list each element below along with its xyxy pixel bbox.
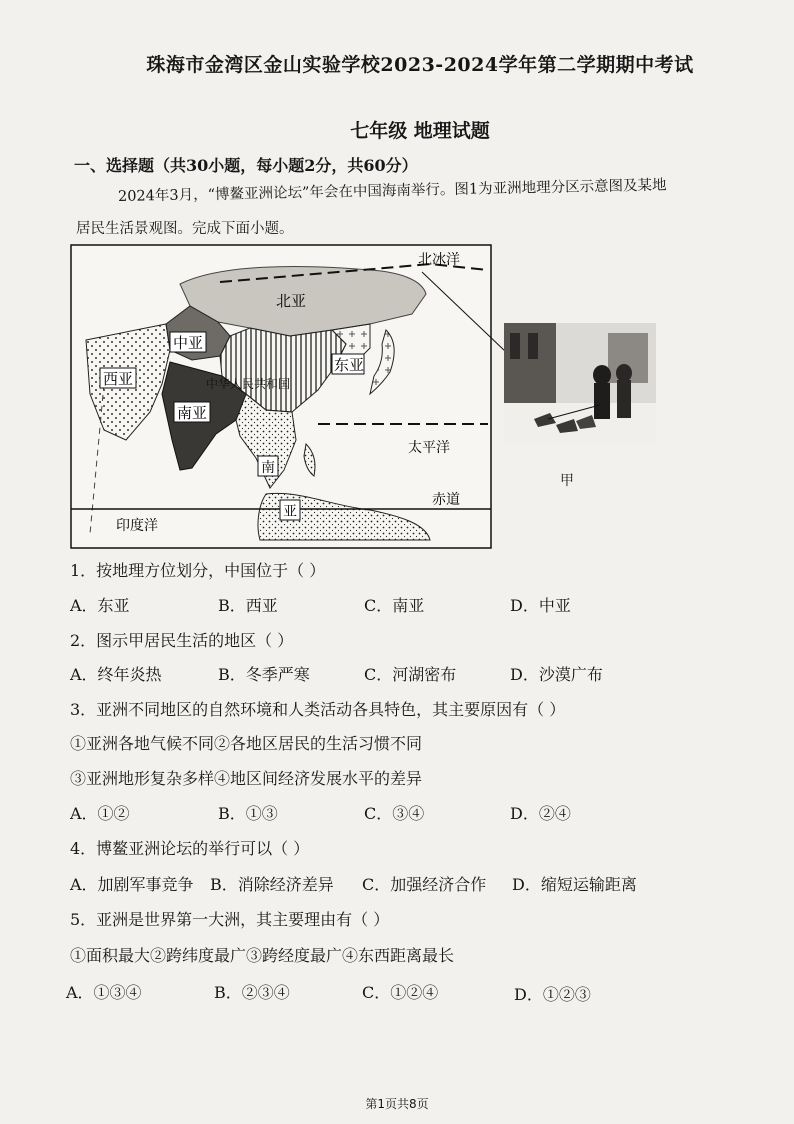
intro-line-2: 居民生活景观图。完成下面小题。 <box>76 221 294 237</box>
question-2-option-a[interactable]: A．终年炎热 <box>70 665 162 684</box>
question-3-option-c[interactable]: C．③④ <box>364 804 425 823</box>
question-3-option-d[interactable]: D．②④ <box>510 804 571 823</box>
question-1-option-b[interactable]: B．西亚 <box>218 596 278 615</box>
question-5-option-c[interactable]: C．①②④ <box>362 983 439 1002</box>
question-1-option-a[interactable]: A．东亚 <box>70 596 130 615</box>
label-pacific-ocean: 太平洋 <box>408 440 450 456</box>
question-4-option-b[interactable]: B．消除经济差异 <box>210 875 334 894</box>
question-3-option-b[interactable]: B．①③ <box>218 804 278 823</box>
section-heading: 一、选择题（共30小题，每小题2分，共60分） <box>74 156 418 175</box>
exam-title: 珠海市金湾区金山实验学校2023-2024学年第二学期期中考试 <box>146 54 694 76</box>
question-5-option-b[interactable]: B．②③④ <box>214 983 290 1002</box>
label-central-asia: 中亚 <box>173 334 204 352</box>
photo-label-jia: 甲 <box>560 473 574 489</box>
question-5-option-d[interactable]: D．①②③ <box>514 985 591 1004</box>
question-3-item-line-1: ①亚洲各地气候不同②各地区居民的生活习惯不同 <box>70 734 423 753</box>
question-1-option-d[interactable]: D．中亚 <box>510 596 571 615</box>
callout-line <box>420 270 510 360</box>
label-china: 中华人民共和国 <box>206 377 291 391</box>
label-east-asia: 东亚 <box>334 356 365 374</box>
label-west-asia: 西亚 <box>103 370 134 388</box>
label-southeast-asia-nan: 南 <box>261 460 275 476</box>
label-north-asia: 北亚 <box>276 292 307 310</box>
question-4-option-d[interactable]: D．缩短运输距离 <box>512 875 637 894</box>
winter-life-photo <box>504 323 656 445</box>
label-southeast-asia-ya: 亚 <box>283 504 297 520</box>
question-2-option-c[interactable]: C．河湖密布 <box>364 665 457 684</box>
page-footer: 第1页共8页 <box>365 1097 429 1111</box>
label-south-asia: 南亚 <box>177 404 208 422</box>
question-5-item-line-1: ①面积最大②跨纬度最广③跨经度最广④东西距离最长 <box>70 946 455 965</box>
question-4-option-a[interactable]: A．加剧军事竞争 <box>70 875 194 894</box>
question-3-stem: 3．亚洲不同地区的自然环境和人类活动各具特色，其主要原因有（ ） <box>70 700 566 719</box>
question-3-item-line-2: ③亚洲地形复杂多样④地区间经济发展水平的差异 <box>70 769 423 788</box>
question-5-stem: 5．亚洲是世界第一大洲，其主要理由有（ ） <box>70 910 390 929</box>
question-2-stem: 2．图示甲居民生活的地区（ ） <box>70 631 294 650</box>
exam-subtitle: 七年级 地理试题 <box>350 120 490 142</box>
label-indian-ocean: 印度洋 <box>116 518 158 534</box>
question-2-option-d[interactable]: D．沙漠广布 <box>510 665 603 684</box>
question-1-option-c[interactable]: C．南亚 <box>364 596 425 615</box>
label-equator: 赤道 <box>432 492 460 508</box>
question-2-option-b[interactable]: B．冬季严寒 <box>218 665 310 684</box>
question-1-stem: 1．按地理方位划分，中国位于（ ） <box>70 561 326 580</box>
intro-line-1: 2024年3月，“博鳌亚洲论坛”年会在中国海南举行。图1为亚洲地理分区示意图及某地 <box>117 177 667 205</box>
question-5-option-a[interactable]: A．①③④ <box>66 983 142 1002</box>
question-4-option-c[interactable]: C．加强经济合作 <box>362 875 487 894</box>
question-3-option-a[interactable]: A．①② <box>70 804 130 823</box>
label-arctic-ocean: 北冰洋 <box>418 252 460 268</box>
question-4-stem: 4．博鳌亚洲论坛的举行可以（ ） <box>70 839 310 858</box>
